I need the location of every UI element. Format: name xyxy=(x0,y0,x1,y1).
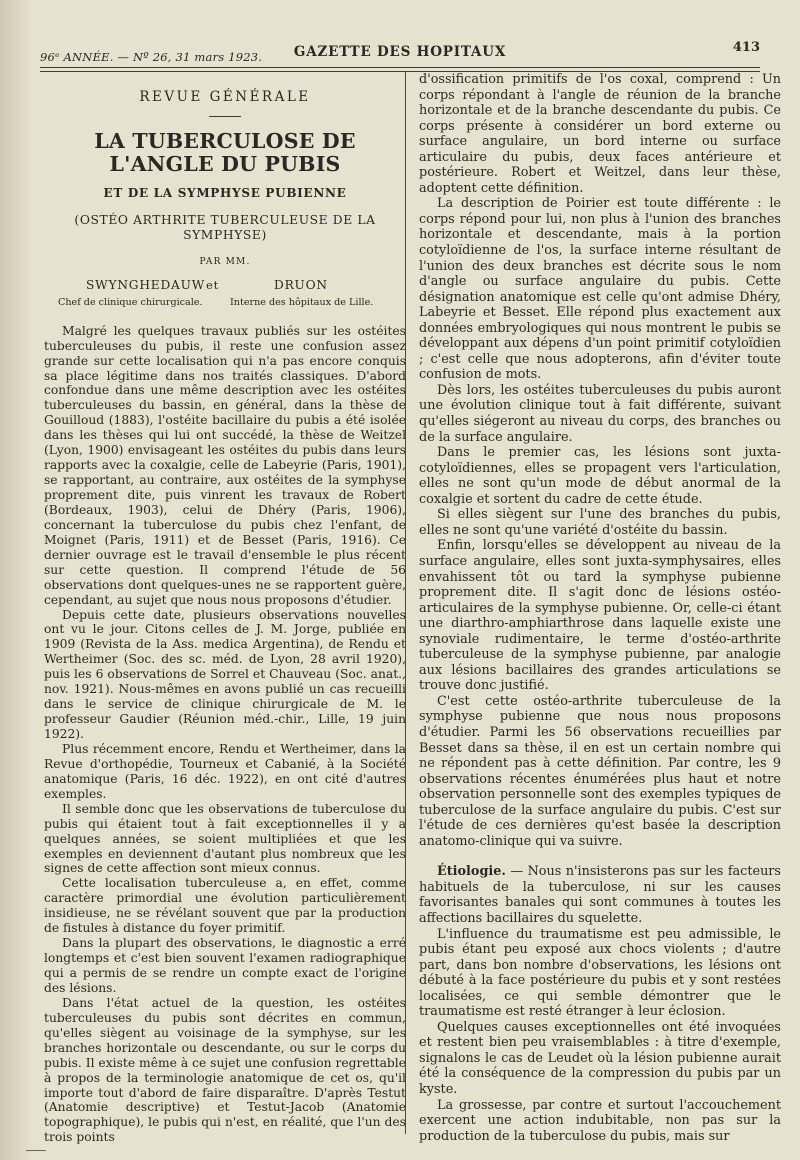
etiology-paragraph xyxy=(419,864,781,926)
author-name: DRUON xyxy=(274,277,328,292)
header-rule-top xyxy=(40,67,760,68)
paragraph: Dans la plupart des observations, le diagnostic a erré longtemps et c'est bien souvent l'examen radiographique qui a permis de se rendre un compte exact de l'origine des lésions. xyxy=(44,936,406,995)
paragraph: Malgré les quelques travaux publiés sur les ostéites tuberculeuses du pubis, il reste une confusion assez grande sur cette localisation qui n'a pas encore conquis sa place légitime dans nos traités classiques. D'abord confondue dans une même description avec les ostéites tuberculeuses du bassin, en général, dans la thèse de Gouilloud (1883), l'ostéite bacillaire du pubis a été isolée dans les thèses qui lui ont succédé, la thèse de Weitzel (Lyon, 1900) envisageant les ostéites du pubis dans leurs rapports avec la coxalgie, celle de Labeyrie (Paris, 1901), se rapportant, au contraire, aux ostéites de la symphyse proprement dite, puis vinrent les travaux de Robert (Bordeaux, 1903), celui de Dhéry (Paris, 1906), concernant la tuberculose du pubis chez l'enfant, de Moignet (Paris, 1911) et de Besset (Paris, 1916). Ce dernier ouvrage est le travail d'ensemble le plus récent sur cette question. Il comprend l'étude de 56 observations dont quelques-unes ne se rapportent guère, cependant, au sujet que nous nous proposons d'étudier. xyxy=(44,323,406,607)
paragraph: La grossesse, par contre et surtout l'accouchement exercent une action indubitable, non pas sur la production de la tuberculose du pubis, mais sur xyxy=(419,1097,781,1144)
paragraph: Depuis cette date, plusieurs observations nouvelles ont vu le jour. Citons celles de J. M. Jorge, publiée en 1909 (Revista de la Ass. medica Argentina), de Rendu et Wertheimer (Soc. des sc. méd. de Lyon, 28 avril 1920), puis les 6 observations de Sorrel et Chauveau (Soc. anat., nov. 1921). Nous-mêmes en avons publié un cas recueilli dans le service de clinique chirurgicale de M. le professeur Gaudier (Réunion méd.-chir., Lille, 19 juin 1922). xyxy=(44,607,406,741)
paragraph: Cette localisation tuberculeuse a, en effet, comme caractère primordial une évolution particulièrement insidieuse, ne se révélant souvent que par la production de fistules à distance du foyer primitif. xyxy=(44,876,406,936)
paragraph: Plus récemment encore, Rendu et Wertheimer, dans la Revue d'orthopédie, Tourneux et Cabanié, à la Société anatomique (Paris, 16 déc. 1922), en ont cité d'autres exemples. xyxy=(44,741,406,801)
author-role: Interne des hôpitaux de Lille. xyxy=(230,296,374,308)
page-number: 413 xyxy=(732,40,760,55)
issue-line: 96ᵉ ANNÉE. — Nº 26, 31 mars 1923. xyxy=(40,50,263,64)
paragraph: Il semble donc que les observations de tuberculose du pubis qui étaient tout à fait exceptionnelles il y a quelques années, se soient multipliées et que les exemples en deviennent d'autant plus nombreux que les signes de cette affection sont mieux connus. xyxy=(44,801,406,876)
author-role: Chef de clinique chirurgicale. xyxy=(58,296,203,308)
paragraph: Dès lors, les ostéites tuberculeuses du pubis auront une évolution clinique tout à fait différente, suivant qu'elles siégeront au niveau du corps, des branches ou de la surface angulaire. xyxy=(419,382,781,445)
right-column xyxy=(419,72,781,1144)
article-subtitle-parenthetical: (OSTÉO ARTHRITE TUBERCULEUSE DE LA SYMPHYSE) xyxy=(74,212,376,242)
footer-mark xyxy=(26,1150,46,1151)
paragraph: L'influence du traumatisme est peu admissible, le pubis étant peu exposé aux chocs violents ; d'autre part, dans bon nombre d'observations, les lésions ont débuté à la face postérieure du pubis et y sont restées localisées, ce qui semble démontrer que le traumatisme est resté étranger à leur éclosion. xyxy=(419,926,781,1020)
section-heading: Étiologie. xyxy=(437,864,506,880)
article-title: LA TUBERCULOSE DE L'ANGLE DU PUBIS xyxy=(94,128,356,176)
paragraph: Quelques causes exceptionnelles ont été invoquées et restent bien peu vraisemblables : à titre d'exemple, signalons le cas de Leudet où la lésion pubienne aurait été la conséquence de la compression du pubis par un kyste. xyxy=(419,1019,781,1097)
left-column xyxy=(44,72,406,1145)
rubric-separator xyxy=(209,116,241,117)
paragraph: Dans le premier cas, les lésions sont juxta-cotyloïdiennes, elles se propagent vers l'articulation, elles ne sont qu'un mode de début anormal de la coxalgie et sortent du cadre de cette étude. xyxy=(419,445,781,507)
paragraph: Dans l'état actuel de la question, les ostéites tuberculeuses du pubis sont décrites en commun, qu'elles siègent au voisinage de la symphyse, sur les branches horizontale ou descendante, ou sur le corps du pubis. Il existe même à ce sujet une confusion regrettable à propos de la terminologie anatomique de cet os, qu'il importe tout d'abord de faire disparaître. D'après Testut (Anatomie descriptive) et Testut-Jacob (Anatomie topographique), le pubis qui n'est, en réalité, que l'un des trois points xyxy=(44,995,406,1145)
author-conjunction: et xyxy=(206,277,220,292)
article-subtitle: ET DE LA SYMPHYSE PUBIENNE xyxy=(103,185,347,200)
section-text: — Nous n'insisterons pas sur les facteurs habituels de la tuberculose, ni sur les causes favorisantes banales qui sont communes à toutes les affections bacillaires du squelette. xyxy=(419,864,781,926)
paragraph: La description de Poirier est toute différente : le corps répond pour lui, non plus à l'union des branches horizontale et descendante, mais à la portion cotyloïdienne de l'os, la surface interne résultant de l'union des deux branches est décrite sous le nom d'angle ou surface angulaire du pubis. Cette désignation anatomique est celle qu'ont admise Dhéry, Labeyrie et Besset. Elle répond plus exactement aux données embryologiques qui nous montrent le pubis se développant aux dépens d'un point primitif cotyloïdien ; c'est celle que nous adopterons, afin d'éviter toute confusion de mots. xyxy=(419,196,781,383)
rubric: REVUE GÉNÉRALE xyxy=(139,89,311,105)
author-roles xyxy=(44,296,406,310)
paragraph: d'ossification primitifs de l'os coxal, comprend : Un corps répondant à l'angle de réunion de la branche horizontale et de la branche descendante du pubis. Ce corps présente à considérer un bord externe ou surface angulaire, un bord interne ou surface articulaire du pubis, deux faces antérieure et postérieure. Robert et Weitzel, dans leur thèse, adoptent cette définition. xyxy=(419,72,781,196)
byline-par: PAR MM. xyxy=(199,256,251,267)
paragraph: Enfin, lorsqu'elles se développent au niveau de la surface angulaire, elles sont juxta-symphysaires, elles envahissent tôt ou tard la symphyse pubienne proprement dite. Il s'agit donc de lésions ostéo-articulaires de la symphyse pubienne. Or, celle-ci étant une diarthro-amphiarthrose dans laquelle existe une synoviale rudimentaire, le terme d'ostéo-arthrite tuberculeuse de la symphyse pubienne, par analogie aux lésions bacillaires des grandes articulations se trouve donc justifié. xyxy=(419,538,781,694)
paragraph: C'est cette ostéo-arthrite tuberculeuse de la symphyse pubienne que nous nous proposons d'étudier. Parmi les 56 observations recueillies par Besset dans sa thèse, il en est un certain nombre qui ne répondent pas à cette définition. Par contre, les 9 observations récentes énumérées plus haut et notre observation personnelle sont des exemples typiques de tuberculose de la surface angulaire du pubis. C'est sur l'étude de ces dernières qu'est basée la description anatomo-clinique qui va suivre. xyxy=(419,693,781,849)
author-name: SWYNGHEDAUW xyxy=(86,277,206,292)
authors xyxy=(44,278,406,296)
running-header xyxy=(40,40,760,66)
paragraph: Si elles siègent sur l'une des branches du pubis, elles ne sont qu'une variété d'ostéite du bassin. xyxy=(419,507,781,538)
journal-title: GAZETTE DES HOPITAUX xyxy=(293,44,507,60)
page-gutter-shadow xyxy=(0,0,34,1160)
